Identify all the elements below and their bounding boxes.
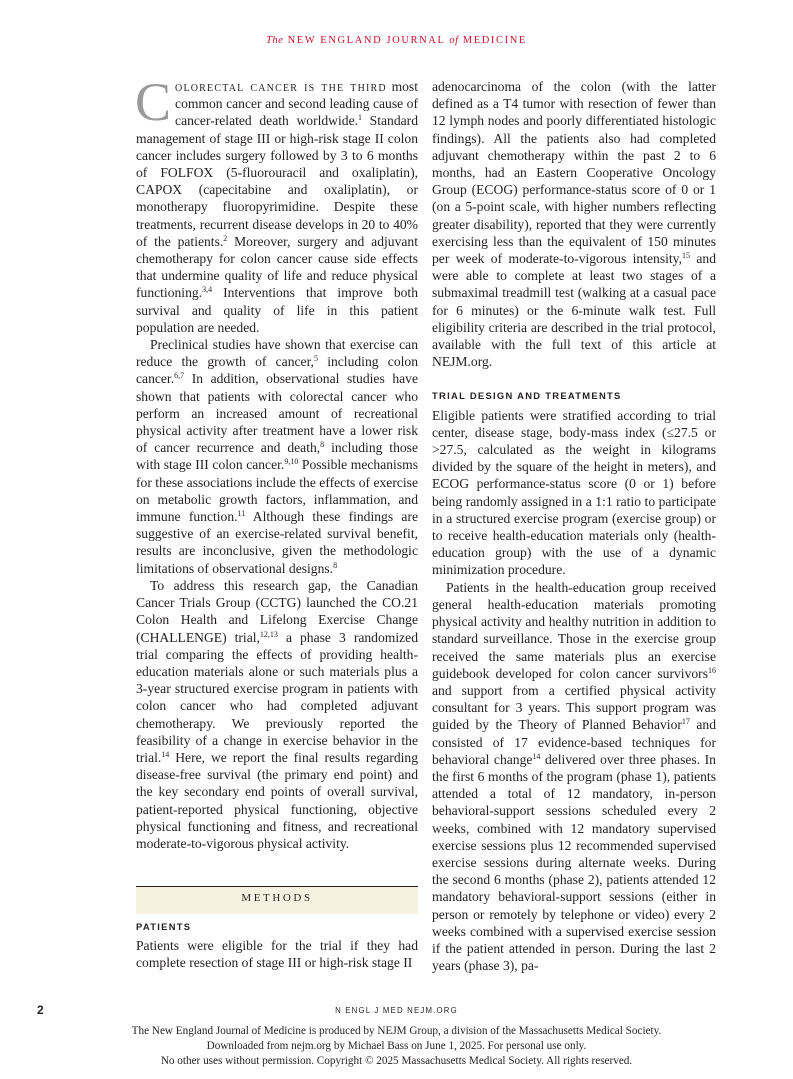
text-run: Here, we report the final results regarding disease-free survival (the primary end point) and the key secondary end points of overall survival, patient-reported physical functioning, objective physical functioning and fitness, and recreational moderate-to-vigorous physical activity.	[136, 749, 418, 851]
right-column	[432, 78, 716, 974]
copyright-line-2: Downloaded from nejm.org by Michael Bass on June 1, 2025. For personal use only.	[206, 1040, 587, 1052]
copyright-line-1: The New England Journal of Medicine is produced by NEJM Group, a division of the Massachusetts Medical Society.	[131, 1025, 662, 1037]
text-run: In addition, observational studies have shown that patients with colorectal cancer who perform an increased amount of recreational physical activity after treatment have a lower risk of cancer recurrence and death,	[136, 371, 418, 456]
text-run: Moreover, surgery and adjuvant chemotherapy for colon cancer cause side effects that undermine quality of life and reduce physical functioning.	[136, 233, 418, 301]
text-run: most common cancer and second leading cause of cancer-related death worldwide.	[175, 79, 418, 129]
text-run: Although these findings are suggestive of an exercise-related survival benefit, results are inconclusive, given the methodologic limitations of observational designs.	[136, 509, 419, 576]
citation[interactable]: 8	[320, 440, 325, 450]
page-number: 2	[37, 1003, 44, 1017]
text-run: Patients in the health-education group received general health-education materials promoting physical activity and healthy nutrition in addition to standard surveillance. Those in the exercise group received the same materials plus an exercise guidebook developed for colon cancer survivors	[432, 579, 716, 681]
text-run: and were able to complete at least two stages of a submaximal treadmill test (walking at a casual pace for 6 minutes) or the 6-minute walk test. Full eligibility criteria are described in the trial protocol, available with the full text of this article at NEJM.org.	[432, 251, 716, 370]
trial-design-heading: TRIAL DESIGN AND TREATMENTS	[432, 390, 622, 402]
trial-design-paragraph: Eligible patients were stratified according to trial center, disease stage, body-mass index (≤27.5 or >27.5, calculated as the weight in kilograms divided by the square of the height in meters), and ECOG performance-status score (0 or 1) before being randomly assigned in a 1:1 ratio to participate in a structured exercise program (exercise group) or to receive health-education materials only (health-education group) with the use of a dynamic minimization procedure.	[432, 407, 716, 578]
citation[interactable]: 14	[532, 751, 541, 761]
citation[interactable]: 5	[313, 354, 318, 364]
left-column	[135, 72, 419, 852]
text-run: To address this research gap, the Canadian Cancer Trials Group (CCTG) launched the CO.21 Colon Health and Lifelong Exercise Change (CHALLENGE) trial,	[136, 577, 418, 645]
left-column-bottom	[136, 918, 418, 972]
text-run: a phase 3 randomized trial comparing the effects of providing health-education materials alone or such materials plus a 3-year structured exercise program in patients with colon cancer who had completed adjuvant chemotherapy. We previously reported the feasibility of a change in exercise behavior in the trial.	[136, 629, 418, 765]
footer-journal-line: N ENGL J MED NEJM.ORG	[335, 1006, 458, 1015]
running-head-journal: NEW ENGLAND JOURNAL	[287, 35, 446, 46]
citation[interactable]: 15	[681, 251, 690, 261]
citation[interactable]: 11	[237, 509, 246, 519]
citation[interactable]: 8	[333, 560, 338, 570]
citation[interactable]: 3,4	[202, 285, 213, 295]
text-run: Standard management of stage III or high-risk stage II colon cancer includes surgery followed by 3 to 6 months of FOLFOX (5-fluorouracil and oxaliplatin), CAPOX (capecitabine and oxaliplatin), or monotherapy fluoropyrimidine. Despite these treatments, recurrent disease develops in 20 to 40% of the patients.	[136, 113, 418, 249]
citation[interactable]: 9,10	[284, 457, 299, 467]
patients-heading: PATIENTS	[136, 921, 192, 932]
methods-heading: METHODS	[136, 886, 418, 914]
citation[interactable]: 16	[708, 665, 716, 675]
copyright-line-3: No other uses without permission. Copyright © 2025 Massachusetts Medical Society. All rights reserved.	[160, 1055, 633, 1067]
text-run: Interventions that improve both survival and quality of life in this patient population are needed.	[136, 285, 418, 335]
citation[interactable]: 14	[161, 749, 170, 759]
running-head	[0, 35, 793, 46]
copyright-notice	[0, 1024, 793, 1069]
citation[interactable]: 1	[358, 113, 363, 123]
citation[interactable]: 6,7	[174, 371, 185, 381]
citation[interactable]: 12,13	[259, 629, 278, 639]
text-run: including colon cancer.	[136, 354, 418, 387]
opening-smallcaps: olorectal cancer is the third	[175, 79, 387, 94]
text-run: and consisted of 17 evidence-based techniques for behavioral change	[432, 717, 717, 767]
text-run: Possible mechanisms for these associations include the effects of exercise on metabolic growth factors, inflammation, and immune function.	[136, 457, 418, 525]
running-head-of: of	[449, 35, 459, 46]
text-run: Preclinical studies have shown that exercise can reduce the growth of cancer,	[136, 337, 418, 370]
text-run: delivered over three phases. In the first 6 months of the program (phase 1), patients attended a total of 12 mandatory, in-person behavioral-support sessions scheduled every 2 weeks, combined with 12 mandatory supervised exercise sessions plus 12 recommended supervised exercise sessions during alternate weeks. During the second 6 months (phase 2), patients attended 12 mandatory behavioral-support sessions (either in person or remotely by telephone or video) every 2 weeks combined with a supervised exercise session if the patient attended in person. During the last 2 years (phase 3), pa-	[432, 751, 716, 974]
text-run: adenocarcinoma of the colon (with the latter defined as a T4 tumor with resection of fewer than 12 lymph nodes and poorly differentiated histologic findings). All the patients also had completed adjuvant chemotherapy within the past 2 to 6 months, had an Eastern Cooperative Oncology Group (ECOG) performance-status score of 0 or 1 (on a 5-point scale, with higher numbers reflecting greater disability), reported that they were currently exercising less than the equivalent of 150 minutes per week of moderate-to-vigorous intensity,	[432, 79, 716, 267]
running-head-the: The	[266, 35, 284, 46]
intro-paragraph-3	[136, 577, 418, 852]
intro-paragraph-1	[135, 72, 418, 336]
treatment-paragraph	[432, 579, 716, 975]
running-head-medicine: MEDICINE	[462, 35, 527, 46]
text-run: including those with stage III colon cancer.	[136, 440, 419, 473]
intro-paragraph-2	[136, 336, 418, 577]
citation[interactable]: 17	[681, 717, 690, 727]
drop-cap: C	[135, 72, 172, 132]
text-run: and support from a certified physical activity consultant for 3 years. This support program was guided by the Theory of Planned Behavior	[432, 682, 716, 733]
citation[interactable]: 2	[223, 233, 228, 243]
patients-paragraph: Patients were eligible for the trial if they had complete resection of stage III or high-risk stage II	[136, 938, 418, 971]
eligibility-paragraph	[432, 78, 716, 370]
